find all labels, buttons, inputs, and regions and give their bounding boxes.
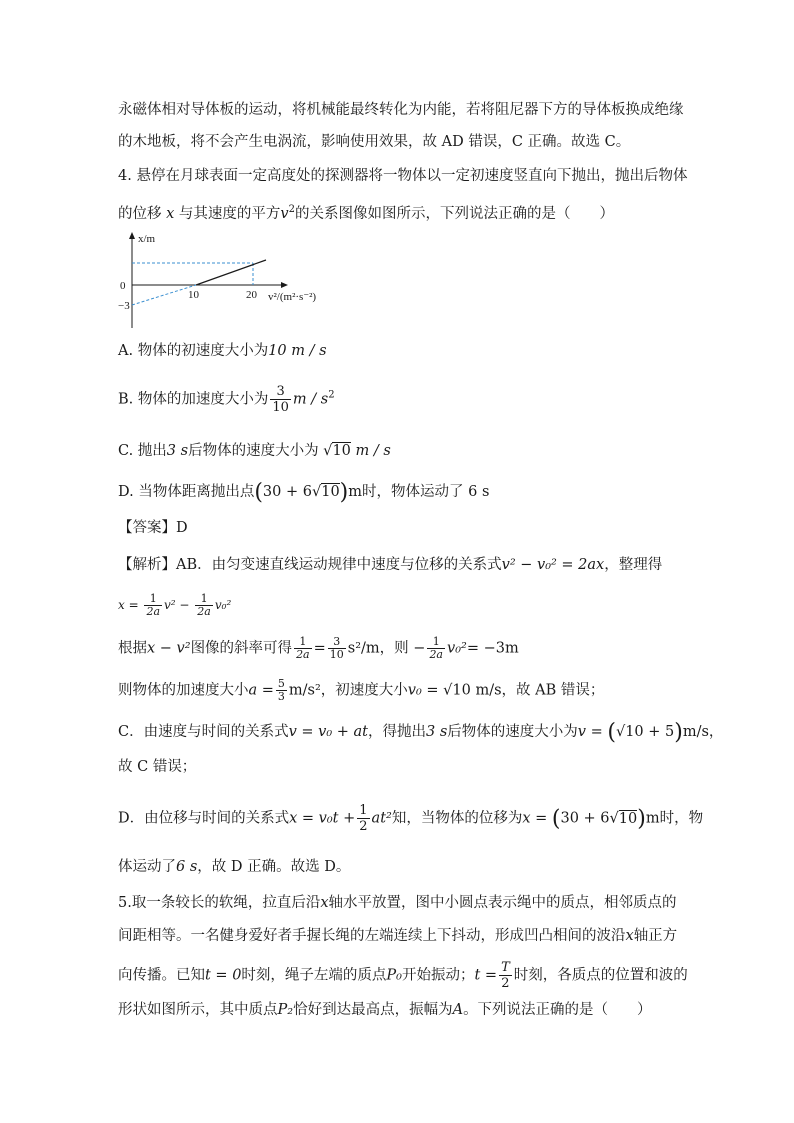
origin-label: 0: [120, 280, 126, 292]
answer-line: 【答案】D: [118, 520, 188, 536]
option-b: B. 物体的加速度大小为 $\frac{3}{10}$ m / $s^2$: [118, 384, 335, 415]
q5-line-3: 向传播。已知t = 0时刻，绳子左端的质点P₀开始振动；t = $\frac{T}{2}$ 时刻，各质点的位置和波的: [118, 960, 688, 991]
explain-ab-line-3: 根据x − v²图像的斜率可得 $\frac{1}{2a}$ = $\frac{3}{10}$ s²/m，则 − $\frac{1}{2a}$ v₀²= −3m: [118, 635, 519, 661]
q5-line-4: 形状如图所示，其中质点P₂恰好到达最高点，振幅为A。下列说法正确的是（ ）: [118, 1002, 652, 1018]
y-axis-label: x/m: [138, 233, 156, 245]
x-tick-10: 10: [188, 289, 199, 301]
explain-ab-line-2: x = $\frac{1}{2a}$ v² − $\frac{1}{2a}$ v₀²: [118, 592, 232, 618]
y-axis-arrow: [129, 232, 135, 239]
explain-c-line-1: C．由速度与时间的关系式v = v₀ + at，得抛出3 s后物体的速度大小为v = (√10 + 5)m/s，: [118, 720, 724, 745]
q5-line-1: 5.取一条较长的软绳，拉直后沿x轴水平放置，图中小圆点表示绳中的质点，相邻质点的: [118, 895, 677, 911]
explain-c-line-2: 故 C 错误；: [118, 759, 197, 775]
x-axis-arrow: [281, 282, 288, 288]
x-tick-20: 20: [246, 289, 257, 301]
explain-d-line-1: D．由位移与时间的关系式x = v₀t + $\frac{1}{2}$ at²知，当物体的位移为x = (30 + 6√10)m时，物: [118, 803, 704, 834]
y-neg-label: −3: [118, 300, 130, 312]
explain-ab-line-1: 【解析】AB．由匀变速直线运动规律中速度与位移的关系式v² − v₀² = 2ax，整理得: [118, 557, 663, 573]
q5-line-2: 间距相等。一名健身爱好者手握长绳的左端连续上下抖动，形成凹凸相间的波沿x轴正方: [118, 928, 678, 944]
option-d: D. 当物体距离抛出点(30 + 6√10)m时，物体运动了 6 s: [118, 480, 490, 505]
q4-stem-line-1: 4. 悬停在月球表面一定高度处的探测器将一物体以一定初速度竖直向下抛出，抛出后物体: [118, 168, 688, 184]
graph-line: [196, 260, 266, 285]
explain-ab-line-4: 则物体的加速度大小a = $\frac{5}{3}$ m/s²，初速度大小v₀ = √10 m/s，故 AB 错误；: [118, 677, 605, 703]
explain-d-line-2: 体运动了6 s，故 D 正确。故选 D。: [118, 859, 351, 875]
option-a: A. 物体的初速度大小为10 m / s: [118, 343, 327, 359]
intro-line-2: 的木地板，将不会产生电涡流，影响使用效果，故 AD 错误，C 正确。故选 C。: [118, 134, 631, 150]
q4-stem-line-2: 的位移 x 与其速度的平方$v^2$的关系图像如图所示，下列说法正确的是（ ）: [118, 204, 614, 222]
option-c: C. 抛出3 s后物体的速度大小为 √10 m / s: [118, 443, 391, 459]
intro-line-1: 永磁体相对导体板的运动，将机械能最终转化为内能，若将阻尼器下方的导体板换成绝缘: [118, 102, 684, 118]
x-axis-label: v²/(m²·s⁻²): [268, 291, 317, 303]
dashed-extension: [132, 285, 196, 305]
x-v2-graph: [118, 230, 338, 330]
